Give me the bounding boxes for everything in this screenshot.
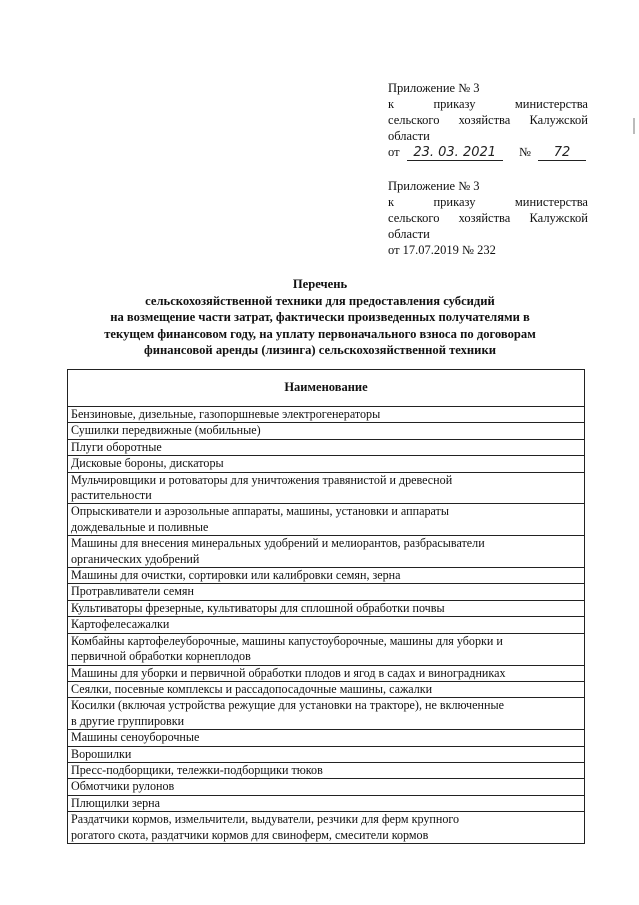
equipment-name-cell [68,762,585,778]
table-header-row [68,370,585,407]
table-row [68,584,585,600]
equipment-name-line: Машины для внесения минеральных удобрений и мелиорантов, разбрасыватели [71,536,485,551]
equipment-name-line: Косилки (включая устройства режущие для установки на тракторе), не включенные [71,698,504,713]
annex-word: приказу [433,97,476,111]
heading-line: финансовой аренды (лизинга) сельскохозяйственной техники [144,343,496,357]
equipment-name-cell [68,584,585,600]
equipment-name-cell [68,812,585,844]
annex-word: к [388,97,395,111]
heading-title: Перечень [292,277,348,291]
table-row [68,779,585,795]
heading-line: на возмещение части затрат, фактически произведенных получателями в [110,310,530,324]
equipment-name-line: Машины сеноуборочные [71,730,200,745]
table-row [68,681,585,697]
handwritten-number: 72 [538,146,586,161]
annex-date-line: от 17.07.2019 № 232 [388,243,496,257]
heading-line: сельскохозяйственной техники для предоставления субсидий [145,293,495,308]
annex-order-line [388,96,588,112]
equipment-name-line: Машины для уборки и первичной обработки плодов и ягод в садах и виноградниках [71,665,506,680]
equipment-name-line: Дисковые бороны, дискаторы [71,456,224,471]
equipment-name-cell [68,746,585,762]
equipment-name-line: Опрыскиватели и аэрозольные аппараты, машины, установки и аппараты [71,504,449,519]
equipment-name-line: Сеялки, посевные комплексы и рассадопосадочные машины, сажалки [71,681,433,696]
table-row [68,730,585,746]
annex-ministry-line [388,210,588,226]
equipment-name-line: дождевальные и поливные [71,519,209,534]
equipment-name-cell [68,439,585,455]
annex-region-line: области [388,227,430,241]
equipment-name-line: первичной обработки корнеплодов [71,649,251,664]
equipment-name-line: Бензиновые, дизельные, газопоршневые электрогенераторы [71,407,381,421]
table-row [68,698,585,730]
equipment-name-line: органических удобрений [71,551,200,566]
equipment-name-line: Раздатчики кормов, измельчители, выдуватели, резчики для ферм крупного [71,812,460,827]
equipment-name-cell [68,617,585,633]
equipment-name-line: Машины для очистки, сортировки или калибровки семян, зерна [71,568,401,583]
annex-word: министерства [514,97,588,111]
table-row [68,423,585,439]
table-row [68,536,585,568]
annex-region-line: области [388,129,430,143]
equipment-name-cell [68,795,585,811]
number-sign: № [518,145,531,159]
equipment-name-line: рогатого скота, раздатчики кормов для свиноферм, смесители кормов [71,827,429,842]
equipment-name-cell [68,730,585,746]
table-row [68,746,585,762]
table-row [68,439,585,455]
table-row [68,600,585,616]
table-row [68,617,585,633]
equipment-name-cell [68,472,585,504]
equipment-name-line: Культиваторы фрезерные, культиваторы для сплошной обработки почвы [71,600,445,615]
equipment-name-cell [68,681,585,697]
equipment-name-line: Плуги оборотные [71,439,162,454]
table-row [68,633,585,665]
equipment-table [67,369,585,844]
annex-word: сельского [388,113,440,127]
equipment-name-cell [68,779,585,795]
handwritten-date: 23. 03. 2021 [407,146,503,161]
annex-title: Приложение № 3 [388,81,480,95]
annex-word: Калужской [529,113,588,127]
annex-word: сельского [388,211,440,225]
equipment-name-cell [68,536,585,568]
table-row [68,568,585,584]
annex-word: хозяйства [458,113,511,127]
equipment-name-line: Протравливатели семян [71,584,194,599]
annex-order-line [388,194,588,210]
equipment-name-line: Комбайны картофелеуборочные, машины капустоуборочные, машины для уборки и [71,633,503,648]
equipment-name-cell [68,504,585,536]
annex-word: приказу [433,195,476,209]
annex-title: Приложение № 3 [388,179,480,193]
equipment-name-line: растительности [71,488,152,503]
table-row [68,456,585,472]
equipment-name-cell [68,568,585,584]
annex-header-current [388,80,588,161]
annex-word: хозяйства [458,211,511,225]
equipment-name-line: Мульчировщики и ротоваторы для уничтожения травянистой и древесной [71,472,453,487]
equipment-name-line: Сушилки передвижные (мобильные) [71,423,261,438]
table-row [68,504,585,536]
equipment-name-line: Пресс-подборщики, тележки-подборщики тюков [71,762,323,777]
equipment-name-line: в другие группировки [71,713,185,728]
annex-date-line [388,144,588,161]
table-row [68,795,585,811]
table-row [68,812,585,844]
equipment-name-cell [68,456,585,472]
equipment-name-cell [68,407,585,423]
equipment-name-cell [68,665,585,681]
column-header-name: Наименование [68,370,585,407]
equipment-name-line: Ворошилки [71,746,132,761]
annex-ministry-line [388,112,588,128]
equipment-name-line: Плющилки зерна [71,795,161,810]
annex-word: к [388,195,395,209]
table-row [68,762,585,778]
equipment-name-cell [68,698,585,730]
equipment-name-cell [68,600,585,616]
document-heading [40,276,600,359]
date-prefix: от [388,145,400,159]
table-row [68,407,585,423]
table-row [68,665,585,681]
equipment-name-cell [68,633,585,665]
annex-word: Калужской [529,211,588,225]
heading-line: текущем финансовом году, на уплату первоначального взноса по договорам [104,326,536,341]
equipment-name-line: Картофелесажалки [71,617,170,632]
equipment-name-cell [68,423,585,439]
equipment-name-line: Обмотчики рулонов [71,779,175,794]
annex-header-original [388,178,588,258]
scan-edge-mark [633,118,635,134]
table-row [68,472,585,504]
annex-word: министерства [514,195,588,209]
